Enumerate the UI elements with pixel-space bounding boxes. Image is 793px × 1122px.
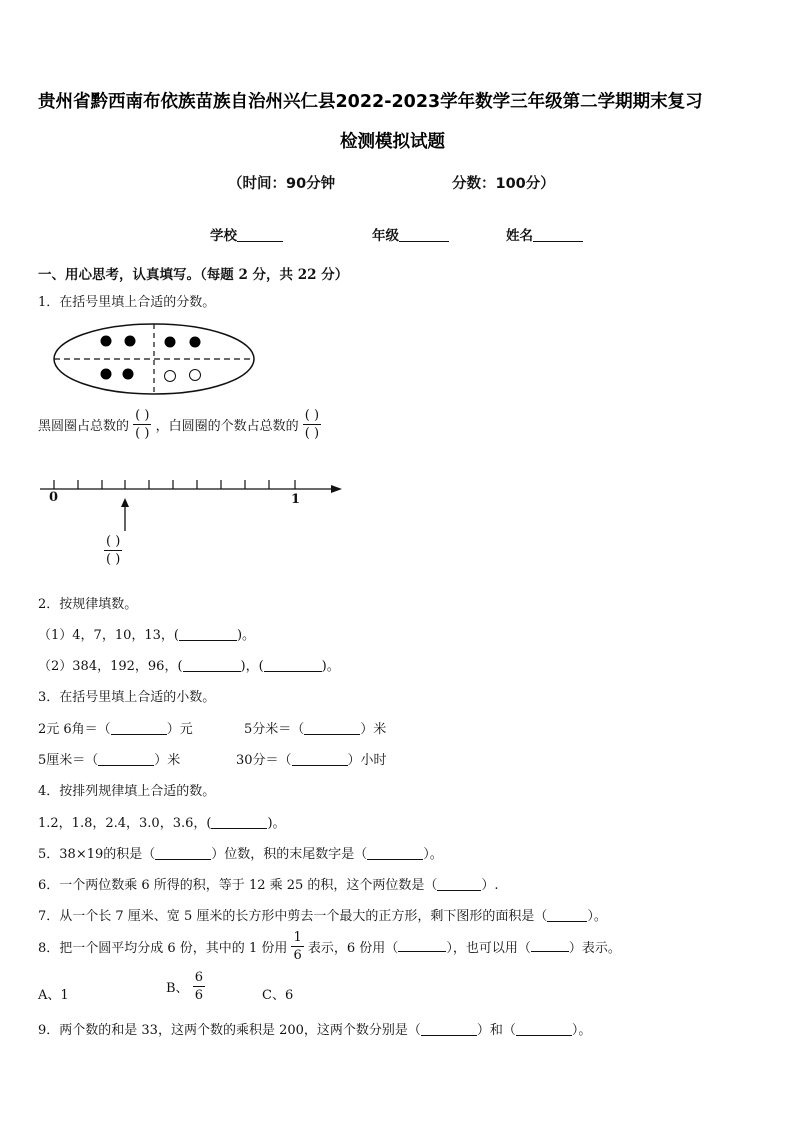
q1-white-text: ，白圆圈的个数占总数的 — [155, 419, 299, 434]
q2-line2-end: )。 — [321, 659, 340, 674]
up-arrow-icon — [121, 498, 129, 507]
q4-line-text: 1.2，1.8，2.4，3.0，3.6，( — [38, 816, 212, 831]
q8-option-b[interactable] — [166, 971, 205, 1002]
q3-item-a — [38, 718, 193, 737]
q3-blank[interactable] — [98, 751, 154, 766]
q1-fraction-line — [38, 409, 321, 440]
section1-heading: 一、用心思考，认真填写。（每题 2 分，共 22 分） — [38, 267, 349, 283]
q4-stem: 4．按排列规律填上合适的数。 — [38, 784, 216, 799]
q1-arrow-fraction[interactable] — [104, 535, 122, 566]
q8-frac-numerator: 1 — [293, 930, 302, 945]
grade-label: 年级 — [372, 228, 399, 244]
page-title-line2: 检测模拟试题 — [340, 132, 445, 152]
q8-end: ）表示。 — [568, 941, 621, 956]
white-circle — [190, 370, 201, 381]
q6-blank[interactable] — [437, 876, 481, 891]
grade-blank[interactable] — [399, 227, 449, 242]
denominator-paren[interactable]: ( ) — [304, 426, 320, 441]
grade-field[interactable] — [372, 224, 449, 244]
q1-black-text: 黑圆圈占总数的 — [38, 419, 130, 434]
q7-pre: 7．从一个长 7 厘米、宽 5 厘米的长方形中剪去一个最大的正方形，剩下图形的面积是（ — [38, 909, 548, 924]
number-line-ticks — [54, 480, 295, 489]
q2-line1-end: )。 — [236, 628, 256, 643]
q1-black-fraction[interactable] — [133, 409, 151, 440]
q9-line — [38, 1019, 591, 1038]
page-title-line1: 贵州省黔西南布依族苗族自治州兴仁县2022-2023学年数学三年级第二学期期末复习 — [38, 92, 703, 112]
name-label: 姓名 — [506, 228, 533, 244]
q3-blank[interactable] — [304, 720, 360, 735]
denominator-paren[interactable]: ( ) — [106, 552, 121, 567]
black-circle — [165, 337, 176, 348]
q3-d-post: ）小时 — [347, 753, 387, 768]
fraction-bar — [291, 946, 303, 947]
q8-mid1: 表示，6 份用（ — [307, 941, 399, 956]
black-circle — [101, 369, 112, 380]
q6-line — [38, 874, 499, 893]
q3-c-post: ）米 — [154, 753, 181, 768]
number-line-arrowhead — [331, 485, 342, 493]
q3-b-post: ）米 — [360, 722, 387, 737]
q8-pre: 8．把一个圆平均分成 6 份，其中的 1 份用 — [38, 941, 288, 956]
score-label: 分数：100分） — [452, 176, 555, 192]
time-label: （时间：90分钟 — [228, 176, 336, 192]
q8-blank[interactable] — [398, 937, 446, 952]
q5-pre: 5．38×19的积是（ — [38, 847, 156, 862]
q3-stem: 3．在括号里填上合适的小数。 — [38, 690, 216, 705]
fraction-bar — [133, 424, 151, 425]
black-circle — [190, 337, 201, 348]
q1-white-fraction[interactable] — [303, 409, 321, 440]
black-circle — [101, 336, 112, 347]
q8-opt-b-denominator: 6 — [194, 988, 203, 1003]
q3-a-post: ）元 — [166, 722, 193, 737]
q2-blank[interactable] — [264, 657, 322, 672]
fraction-bar — [104, 550, 122, 551]
numerator-paren[interactable]: ( ) — [106, 534, 121, 549]
q8-option-a[interactable]: A、1 — [38, 988, 69, 1003]
q8-fraction — [291, 931, 303, 962]
name-blank[interactable] — [533, 227, 583, 242]
q3-item-b — [244, 718, 386, 737]
number-line-one-label: 1 — [291, 492, 301, 507]
q5-end: ）。 — [423, 847, 443, 862]
q3-b-pre: 5分米＝（ — [244, 722, 305, 737]
q2-line2 — [38, 655, 340, 674]
q4-blank[interactable] — [211, 814, 267, 829]
fraction-bar — [193, 986, 205, 987]
q3-blank[interactable] — [111, 720, 167, 735]
q8-opt-b-fraction — [193, 971, 205, 1002]
q5-mid: ）位数，积的末尾数字是（ — [211, 847, 368, 862]
fraction-bar — [303, 424, 321, 425]
q2-blank[interactable] — [183, 657, 241, 672]
q2-blank[interactable] — [179, 626, 237, 641]
q2-line1-text: （1）4，7，10，13，( — [38, 628, 179, 643]
school-label: 学校 — [210, 228, 237, 244]
q1-ellipse-figure — [50, 320, 260, 400]
numerator-paren[interactable]: ( ) — [304, 408, 320, 423]
q6-end: ）. — [481, 878, 499, 893]
q8-opt-b-numerator: 6 — [194, 970, 203, 985]
numerator-paren[interactable]: ( ) — [135, 408, 150, 423]
q3-c-pre: 5厘米＝（ — [38, 753, 99, 768]
q5-line — [38, 843, 443, 862]
q2-line1 — [38, 624, 255, 643]
q3-blank[interactable] — [292, 751, 348, 766]
q5-blank[interactable] — [155, 845, 211, 860]
q8-line — [38, 931, 621, 962]
black-circle — [123, 369, 134, 380]
q4-line-end: )。 — [267, 816, 286, 831]
q9-blank[interactable] — [421, 1021, 477, 1036]
q1-number-line — [36, 476, 348, 536]
school-blank[interactable] — [237, 227, 283, 242]
q3-item-d — [236, 749, 387, 768]
q3-a-pre: 2元 6角＝（ — [38, 722, 111, 737]
q8-frac-denominator: 6 — [293, 948, 302, 963]
q2-line2-mid: )，( — [240, 659, 264, 674]
q7-line — [38, 905, 607, 924]
q8-blank[interactable] — [531, 937, 569, 952]
name-field[interactable] — [506, 224, 583, 244]
q3-d-pre: 30分＝（ — [236, 753, 292, 768]
q7-end: ）。 — [587, 909, 607, 924]
q1-stem: 1．在括号里填上合适的分数。 — [38, 295, 216, 310]
q9-mid: ）和（ — [476, 1023, 516, 1038]
q5-blank[interactable] — [367, 845, 423, 860]
black-circle — [125, 336, 136, 347]
white-circle — [165, 371, 176, 382]
q4-line — [38, 812, 286, 831]
q9-blank[interactable] — [516, 1021, 572, 1036]
q6-pre: 6．一个两位数乘 6 所得的积，等于 12 乘 25 的积，这个两位数是（ — [38, 878, 438, 893]
school-field[interactable] — [210, 224, 283, 244]
q8-option-c[interactable]: C、6 — [262, 988, 294, 1003]
denominator-paren[interactable]: ( ) — [135, 426, 150, 441]
q7-blank[interactable] — [547, 907, 587, 922]
q2-stem: 2．按规律填数。 — [38, 597, 138, 612]
q3-item-c — [38, 749, 180, 768]
number-line-zero-label: 0 — [49, 490, 59, 505]
q8-opt-b-label: B、 — [166, 981, 189, 996]
q9-pre: 9．两个数的和是 33，这两个数的乘积是 200，这两个数分别是（ — [38, 1023, 421, 1038]
q2-line2-text: （2）384，192，96，( — [38, 659, 183, 674]
q9-end: ）。 — [571, 1023, 592, 1038]
q8-mid2: ），也可以用（ — [446, 941, 531, 956]
